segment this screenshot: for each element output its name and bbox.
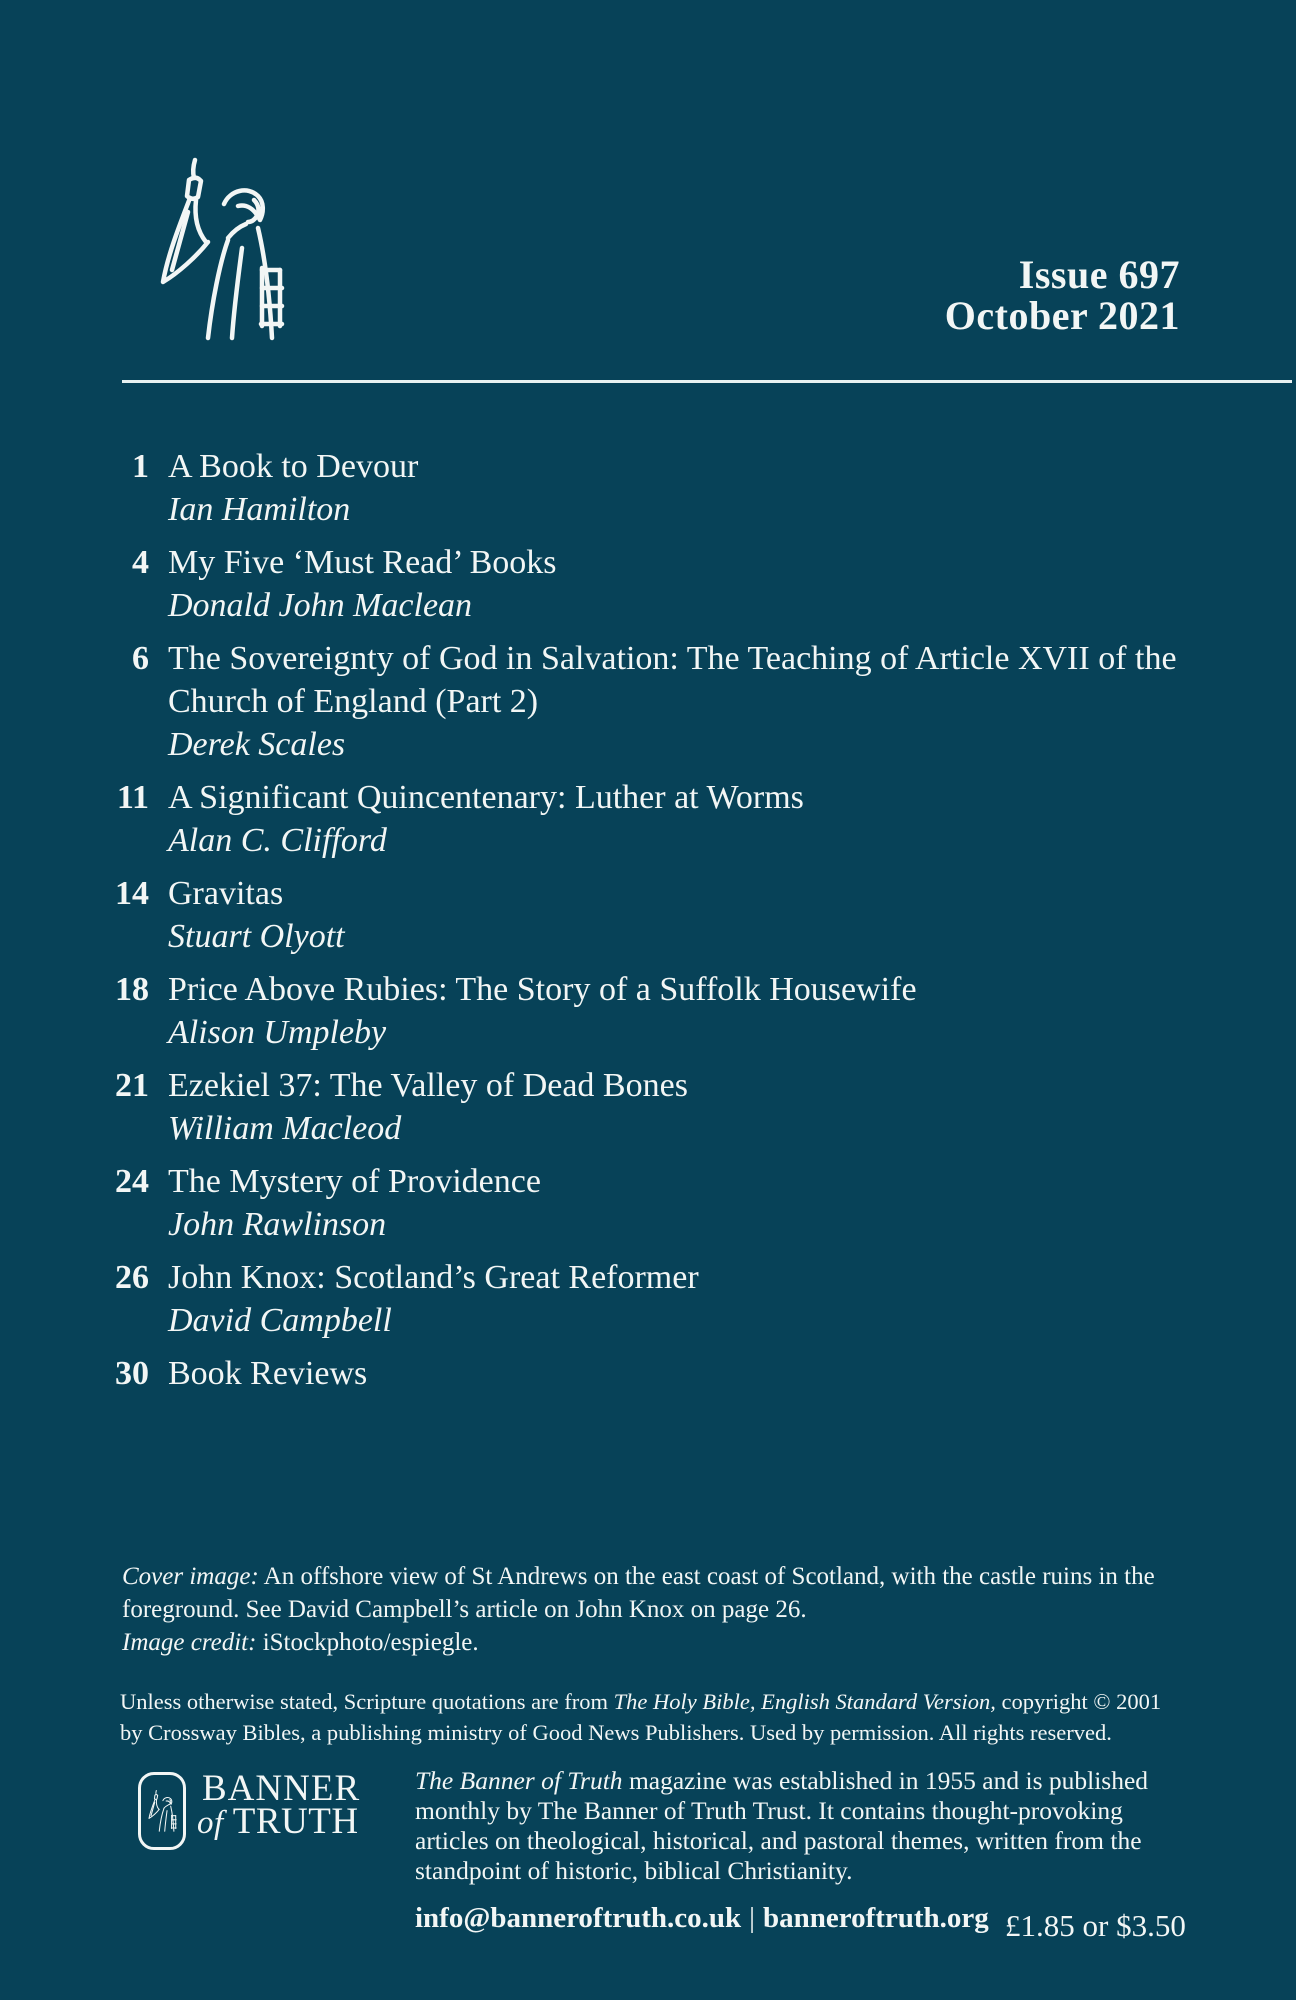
toc-entry-text [168, 541, 1178, 627]
toc-page-number: 1 [132, 448, 149, 485]
scripture-text-before: Unless otherwise stated, Scripture quotations are from [120, 1689, 614, 1714]
footer-website: banneroftruth.org [762, 1902, 989, 1934]
toc-page-number: 30 [115, 1355, 149, 1392]
banner-of-truth-badge-icon [138, 1772, 186, 1850]
toc-author: John Rawlinson [168, 1206, 387, 1243]
toc-author: Donald John Maclean [168, 587, 473, 624]
toc-entry [113, 1256, 1181, 1342]
toc-page-number: 6 [132, 640, 149, 677]
issue-number: Issue 697 [1018, 252, 1180, 297]
toc-entry [113, 541, 1181, 627]
toc-entry-text [168, 1064, 1178, 1150]
about-magazine-title: The Banner of Truth [415, 1766, 623, 1795]
wordmark-line2 [197, 1801, 360, 1842]
toc-entry [113, 872, 1181, 958]
toc-entry-text [168, 1160, 1178, 1246]
toc-page-number: 21 [115, 1067, 149, 1104]
toc-title: John Knox: Scotland’s Great Reformer [168, 1259, 699, 1296]
cover-image-note [122, 1560, 1180, 1659]
toc-entry [113, 776, 1181, 862]
toc-page-number: 4 [132, 544, 149, 581]
toc-entry-text [168, 1352, 1178, 1395]
toc-author: David Campbell [168, 1302, 392, 1339]
toc-page-number: 14 [115, 875, 149, 912]
wordmark-truth: TRUTH [232, 1801, 359, 1842]
toc-author: Stuart Olyott [168, 918, 345, 955]
about-text: magazine was established in 1955 and is published monthly by The Banner of Truth Trust. It contains thought-provoking articles on theological, historical, and pastoral themes, written from the standpoint of historic, biblical Christianity. [415, 1766, 1149, 1885]
toc-title: A Book to Devour [168, 448, 419, 485]
toc-entry [113, 445, 1181, 531]
toc-title: The Sovereignty of God in Salvation: The Teaching of Article XVII of the Church of England (Part 2) [168, 640, 1177, 720]
footer-contact-line [415, 1902, 989, 1935]
toc-author: Ian Hamilton [168, 491, 351, 528]
toc-entry [113, 1160, 1181, 1246]
cover-image-text: An offshore view of St Andrews on the east coast of Scotland, with the castle ruins in the foreground. See David Campbell’s article on John Knox on page 26. [122, 1563, 1155, 1623]
scripture-bible-title: The Holy Bible, English Standard Version, [613, 1689, 996, 1714]
image-credit-text: iStockphoto/espiegle. [256, 1629, 479, 1656]
issue-date: October 2021 [944, 293, 1180, 338]
header-divider [122, 380, 1292, 383]
toc-author: William Macleod [168, 1110, 402, 1147]
footer-about-paragraph [415, 1766, 1197, 1886]
toc-entry-text [168, 776, 1178, 862]
toc-title: Gravitas [168, 875, 284, 912]
toc-page-number: 18 [115, 971, 149, 1008]
toc-entry-text [168, 637, 1178, 766]
issue-block [945, 254, 1180, 336]
footer-separator: | [749, 1902, 755, 1934]
toc-entry-text [168, 445, 1178, 531]
toc-page-number: 26 [115, 1259, 149, 1296]
scripture-copyright-note [120, 1686, 1184, 1748]
toc-page-number: 11 [116, 779, 149, 816]
toc-entry [113, 1064, 1181, 1150]
toc-page-number: 24 [115, 1163, 149, 1200]
toc-entry [113, 1352, 1181, 1395]
toc-entry [113, 637, 1181, 766]
banner-of-truth-figure-logo [150, 152, 290, 347]
toc-entry-text [168, 1256, 1178, 1342]
wordmark-of: of [197, 1805, 224, 1841]
toc-entry-text [168, 968, 1178, 1054]
footer-email: info@banneroftruth.co.uk [415, 1902, 742, 1934]
toc-entry-text [168, 872, 1178, 958]
toc-entry [113, 968, 1181, 1054]
toc-title: My Five ‘Must Read’ Books [168, 544, 557, 581]
toc-title: The Mystery of Providence [168, 1163, 541, 1200]
image-credit-label: Image credit: [122, 1629, 257, 1656]
toc-author: Derek Scales [168, 726, 346, 763]
toc-title: Price Above Rubies: The Story of a Suffolk Housewife [168, 971, 917, 1008]
scripture-text-after: copyright © 2001 by Crossway Bibles, a publishing ministry of Good News Publishers. Used by permission. All rights reserved. [120, 1689, 1162, 1745]
cover-image-label: Cover image: [122, 1563, 259, 1590]
wordmark-line1: BANNER [202, 1768, 361, 1809]
toc-title: Ezekiel 37: The Valley of Dead Bones [168, 1067, 688, 1104]
toc-title: Book Reviews [168, 1355, 368, 1392]
toc-author: Alan C. Clifford [168, 822, 387, 859]
toc-list [113, 445, 1181, 1405]
banner-of-truth-wordmark [197, 1768, 361, 1842]
toc-author: Alison Umpleby [168, 1014, 387, 1051]
cover-price: £1.85 or $3.50 [1005, 1908, 1186, 1943]
toc-title: A Significant Quincentenary: Luther at Worms [168, 779, 804, 816]
